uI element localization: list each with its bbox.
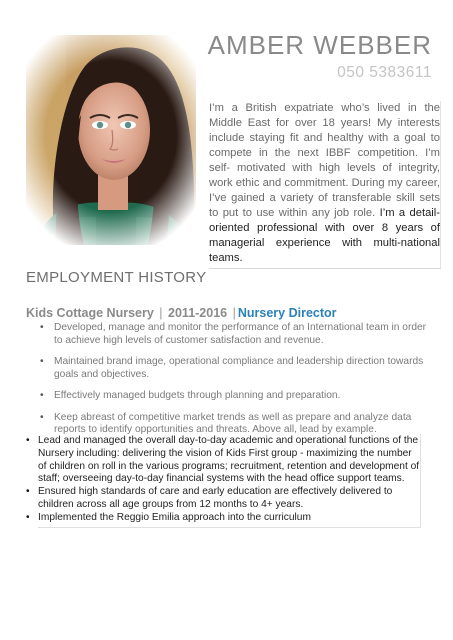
- separator: |: [159, 306, 163, 320]
- bio-paragraph: [209, 101, 441, 269]
- job-years: 2011-2016: [168, 306, 228, 320]
- candidate-name: AMBER WEBBER: [207, 30, 432, 60]
- profile-photo: [26, 35, 196, 245]
- bio-highlight-text: I’m a detail-oriented professional with over 8 years of managerial experience with multi-national teams.: [209, 207, 441, 264]
- list-item: • Lead and managed the overall day-to-day academic and operational functions of the Nursery including: delivering the vision of Kids First group - maximizing the number of children on roll in the various programs; recruitment, retention and development of staff; overseeing day-to-day financial systems with the head office support teams.: [38, 435, 420, 486]
- list-item: • Effectively managed budgets through planning and preparation.: [54, 390, 432, 403]
- list-item: • Keep abreast of competitive market trends as well as prepare and analyze data reports to identify opportunities and threats. Above all, lead by example.: [54, 412, 432, 437]
- phone-number: 050 5383611: [337, 64, 432, 81]
- employment-history-heading: EMPLOYMENT HISTORY: [26, 269, 207, 286]
- separator: |: [232, 306, 236, 320]
- bio-text: I’m a British expatriate who’s lived in the Middle East for over 18 years! My interests include staying fit and healthy with a goal to compete in the next IBBF competition. I’m self- motivated with high levels of integrity, work ethic and commitment. During my career, I’ve gained a variety of transferable skill sets to put to use within any job role.: [209, 102, 440, 219]
- list-item: • Ensured high standards of care and early education are effectively delivered to children across all age groups from 12 months to 4+ years.: [38, 486, 420, 512]
- company-name: Kids Cottage Nursery: [26, 306, 154, 320]
- list-item: • Developed, manage and monitor the performance of an International team in order to achieve high levels of customer satisfaction and revenue.: [54, 322, 432, 347]
- responsibilities-list-a: [54, 322, 432, 446]
- list-item: • Implemented the Reggio Emilia approach into the curriculum: [38, 512, 420, 525]
- job-role: Nursery Director: [237, 306, 337, 320]
- list-item: • Maintained brand image, operational compliance and leadership direction towards goals and objectives.: [54, 356, 432, 381]
- job-heading: [26, 306, 337, 320]
- portrait-image: [26, 35, 196, 245]
- responsibilities-list-b: [38, 434, 421, 528]
